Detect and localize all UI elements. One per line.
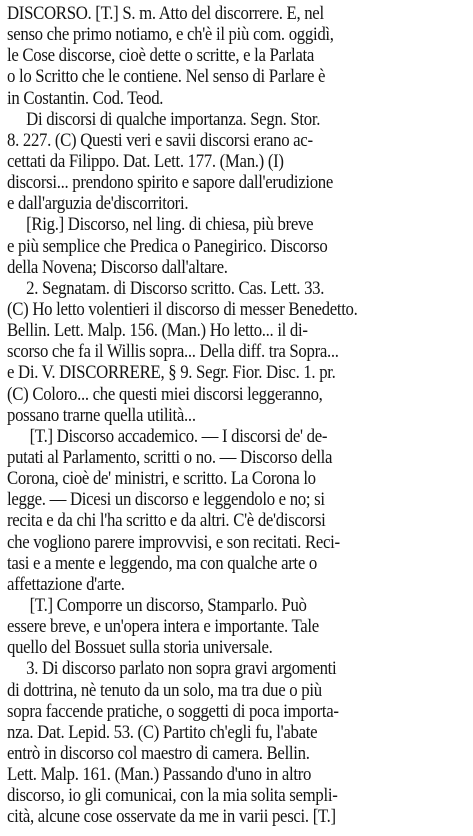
entry-line: 8. 227. (C) Questi veri e savii discorsi erano ac- bbox=[7, 129, 313, 151]
entry-line: Lett. Malp. 161. (Man.) Passando d'uno in altro bbox=[7, 764, 312, 786]
entry-line: DISCORSO. [T.] S. m. Atto del discorrere. E, nel bbox=[7, 3, 324, 24]
entry-line: quello del Bossuet sulla storia universale. bbox=[7, 637, 273, 659]
entry-line: e dall'arguzia de'discorritori. bbox=[7, 193, 189, 215]
entry-line: sopra faccende pratiche, o soggetti di poca importa- bbox=[7, 700, 339, 722]
entry-line: discorsi... prendono spirito e sapore dall'erudizione bbox=[7, 172, 334, 194]
entry-line: discorso, io gli comunicai, con la mia solita sempli- bbox=[7, 785, 338, 807]
entry-line: e più semplice che Predica o Panegirico. Discorso bbox=[7, 235, 328, 257]
entry-line: [T.] Discorso accademico. — I discorsi de' de- bbox=[29, 425, 328, 447]
entry-line: o lo Scritto che le contiene. Nel senso di Parlare è bbox=[7, 66, 326, 88]
entry-line: essere breve, e un'opera intera e importante. Tale bbox=[7, 616, 319, 638]
entry-line: di dottrina, nè tenuto da un solo, ma tra due o più bbox=[7, 679, 322, 701]
entry-line: nza. Dat. Lepid. 53. (C) Partito ch'egli fu, l'abate bbox=[7, 721, 318, 743]
entry-line: Di discorsi di qualche importanza. Segn. Stor. bbox=[26, 108, 321, 130]
entry-line: legge. — Dicesi un discorso e leggendolo e no; si bbox=[7, 489, 325, 511]
entry-line: (C) Coloro... che questi miei discorsi leggeranno, bbox=[7, 383, 323, 405]
entry-line: senso che primo notiamo, e ch'è il più com. oggidì, bbox=[7, 24, 334, 46]
entry-line: [T.] Comporre un discorso, Stamparlo. Può bbox=[29, 594, 307, 616]
entry-line: possano trarne quella utilità... bbox=[7, 404, 196, 426]
entry-line: scorso che fa il Willis sopra... Della diff. tra Sopra... bbox=[7, 341, 339, 363]
entry-line: in Costantin. Cod. Teod. bbox=[7, 87, 164, 109]
entry-line: le Cose discorse, cioè dette o scritte, e la Parlata bbox=[7, 45, 314, 67]
entry-line: 2. Segnatam. di Discorso scritto. Cas. Lett. 33. bbox=[26, 277, 325, 299]
entry-line: cità, alcune cose osservate da me in varii pesci. [T.] bbox=[7, 806, 336, 828]
entry-line: tasi e a mente e leggendo, ma con qualche arte o bbox=[7, 552, 318, 574]
entry-line: cettati da Filippo. Dat. Lett. 177. (Man.) (I) bbox=[7, 150, 284, 172]
entry-line: che vogliono parere improvvisi, e son recitati. Reci- bbox=[7, 531, 340, 553]
entry-line: e Di. V. DISCORRERE, § 9. Segr. Fior. Disc. 1. pr. bbox=[7, 362, 336, 384]
entry-line: putati al Parlamento, scritti o no. — Discorso della bbox=[7, 446, 333, 468]
entry-line: della Novena; Discorso dall'altare. bbox=[7, 256, 228, 278]
entry-line: affettazione d'arte. bbox=[7, 573, 125, 595]
entry-line: Corona, cioè de' ministri, e scritto. La Corona lo bbox=[7, 468, 316, 490]
entry-line: entrò in discorso col maestro di camera. Bellin. bbox=[7, 742, 310, 764]
entry-line: [Rig.] Discorso, nel ling. di chiesa, più breve bbox=[26, 214, 314, 236]
entry-line: recita e da chi l'ha scritto e da altri. C'è de'discorsi bbox=[7, 510, 326, 532]
dictionary-entry bbox=[7, 3, 469, 827]
entry-line: (C) Ho letto volentieri il discorso di messer Benedetto. bbox=[7, 298, 358, 320]
entry-line: 3. Di discorso parlato non sopra gravi argomenti bbox=[26, 658, 337, 680]
entry-line: Bellin. Lett. Malp. 156. (Man.) Ho letto... il di- bbox=[7, 320, 308, 342]
